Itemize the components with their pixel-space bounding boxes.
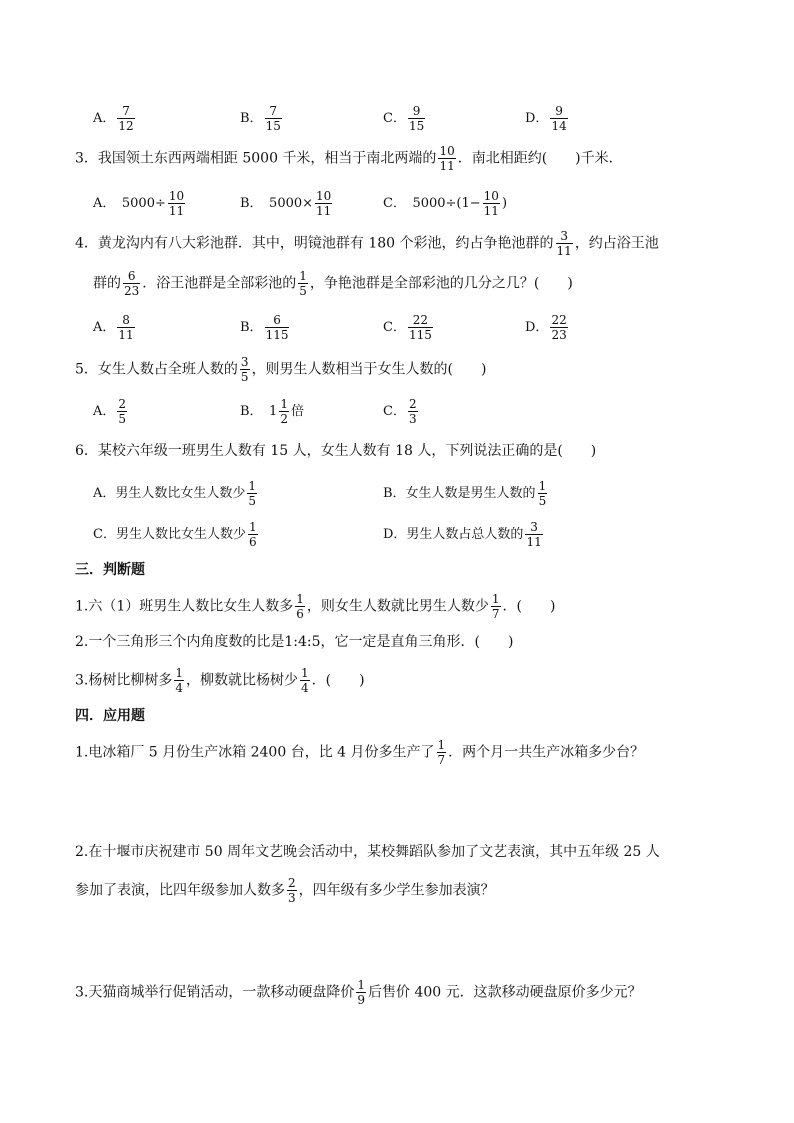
q5-option-a: A． $\frac{2}{5}$ bbox=[93, 397, 127, 426]
q4-option-a: A． $\frac{8}{11}$ bbox=[93, 313, 134, 342]
q2-option-b: B． $\frac{7}{15}$ bbox=[240, 104, 281, 133]
q5-option-b: B． 1 $\frac{1}{2}$ 倍 bbox=[240, 397, 304, 426]
judgment-2: 2.一个三角形三个内角度数的比是1:4:5，它一定是直角三角形．( ) bbox=[75, 634, 514, 650]
q6-option-d: D．男生人数占总人数的 $\frac{3}{11}$ bbox=[383, 520, 542, 549]
application-1: 1.电冰箱厂 5 月份生产冰箱 2400 台，比 4 月份多生产了 $\frac{1}{7}$ ．两个月一共生产冰箱多少台？ bbox=[75, 738, 645, 767]
q6-option-c: C．男生人数比女生人数少 $\frac{1}{6}$ bbox=[93, 520, 257, 549]
q3-option-a: A． 5000÷ $\frac{10}{11}$ bbox=[93, 189, 185, 218]
section-3-title: 三．判断题 bbox=[75, 562, 145, 578]
q3-option-b: B． 5000× $\frac{10}{11}$ bbox=[240, 189, 332, 218]
judgment-1: 1.六（1）班男生人数比女生人数多 $\frac{1}{6}$ ，则女生人数就比男生人数少 $\frac{1}{7}$ ．( ) bbox=[75, 592, 556, 621]
q6-option-b: B．女生人数是男生人数的 $\frac{1}{5}$ bbox=[383, 479, 547, 508]
q4-option-c: C． $\frac{22}{115}$ bbox=[383, 313, 432, 342]
q3-option-c: C． 5000÷(1− $\frac{10}{11}$ ) bbox=[383, 189, 508, 218]
question-4-line-1: 4．黄龙沟内有八大彩池群．其中，明镜池群有 180 个彩池，约占争艳池群的 $\frac{3}{11}$ ，约占浴王池 bbox=[75, 229, 659, 258]
application-2-line-2: 参加了表演，比四年级参加人数多 $\frac{2}{3}$ ，四年级有多少学生参加表演？ bbox=[75, 876, 495, 905]
question-6: 6．某校六年级一班男生人数有 15 人，女生人数有 18 人，下列说法正确的是( ) bbox=[75, 443, 597, 459]
q5-option-c: C． $\frac{2}{3}$ bbox=[383, 397, 417, 426]
question-3: 3．我国领土东西两端相距 5000 千米，相当于南北两端的 $\frac{10}{11}$ ．南北相距约( )千米． bbox=[75, 144, 623, 173]
application-2-line-1: 2.在十堰市庆祝建市 50 周年文艺晚会活动中，某校舞蹈队参加了文艺表演，其中五年级 25 人 bbox=[75, 844, 660, 860]
q2-option-c: C． $\frac{9}{15}$ bbox=[383, 104, 425, 133]
application-3: 3.天猫商城举行促销活动，一款移动硬盘降价 $\frac{1}{9}$ 后售价 400 元．这款移动硬盘原价多少元？ bbox=[75, 978, 642, 1007]
q2-option-d: D． $\frac{9}{14}$ bbox=[525, 104, 567, 133]
judgment-3: 3.杨树比柳树多 $\frac{1}{4}$ ，柳数就比杨树少 $\frac{1}{4}$ ．( ) bbox=[75, 666, 365, 695]
q4-option-d: D． $\frac{22}{23}$ bbox=[525, 313, 567, 342]
q2-option-a: A． $\frac{7}{12}$ bbox=[93, 104, 134, 133]
question-5: 5．女生人数占全班人数的 $\frac{3}{5}$ ，则男生人数相当于女生人数的( ) bbox=[75, 355, 487, 384]
q6-option-a: A．男生人数比女生人数少 $\frac{1}{5}$ bbox=[93, 479, 257, 508]
q4-option-b: B． $\frac{6}{115}$ bbox=[240, 313, 289, 342]
question-4-line-2: 群的 $\frac{6}{23}$ ．浴王池群是全部彩池的 $\frac{1}{5}$ ，争艳池群是全部彩池的几分之几？( ) bbox=[93, 269, 573, 298]
section-4-title: 四．应用题 bbox=[75, 708, 145, 724]
